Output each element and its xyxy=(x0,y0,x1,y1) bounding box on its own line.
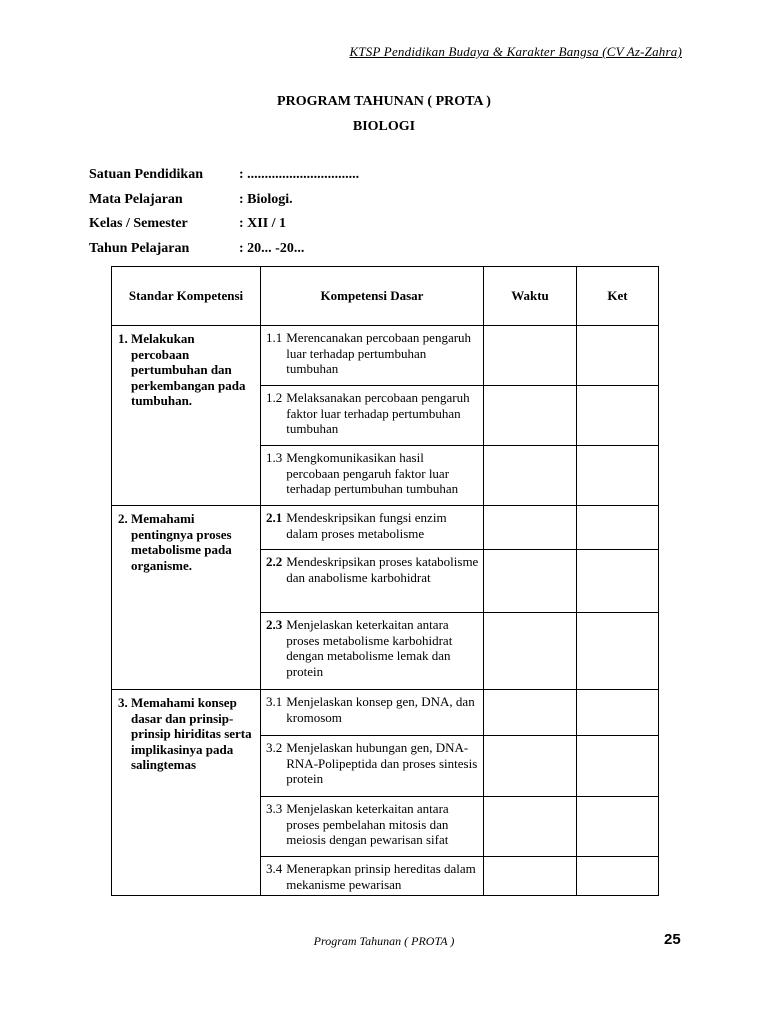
document-header: KTSP Pendidikan Budaya & Karakter Bangsa (CV Az-Zahra) xyxy=(349,44,682,59)
waktu-cell xyxy=(484,613,577,690)
kompetensi-dasar-cell xyxy=(261,386,484,446)
column-header-ket: Ket xyxy=(577,267,659,326)
info-label: Mata Pelajaran xyxy=(89,191,183,207)
ket-cell xyxy=(577,690,659,736)
column-header-waktu: Waktu xyxy=(484,267,577,326)
ket-cell xyxy=(577,506,659,550)
waktu-cell xyxy=(484,326,577,386)
prota-table xyxy=(111,266,659,896)
kompetensi-dasar-cell xyxy=(261,326,484,386)
standar-kompetensi-text: 1. Melakukan percobaan pertumbuhan dan perkembangan pada tumbuhan. xyxy=(118,331,246,409)
kompetensi-dasar-cell xyxy=(261,857,484,896)
waktu-cell xyxy=(484,736,577,797)
table-header-row xyxy=(112,267,659,326)
column-header-standar: Standar Kompetensi xyxy=(112,267,261,326)
kd-number: 1.3 xyxy=(266,450,283,465)
info-block xyxy=(89,167,359,265)
ket-cell xyxy=(577,797,659,857)
ket-cell xyxy=(577,326,659,386)
standar-kompetensi-cell xyxy=(112,506,261,690)
table-row xyxy=(112,506,659,550)
ket-cell xyxy=(577,386,659,446)
kd-number: 2.3 xyxy=(266,617,283,632)
kompetensi-dasar-cell xyxy=(261,736,484,797)
ket-cell xyxy=(577,857,659,896)
kd-text: Mendeskripsikan proses katabolisme dan anabolisme karbohidrat xyxy=(286,554,479,585)
waktu-cell xyxy=(484,386,577,446)
kd-number: 1.2 xyxy=(266,390,283,405)
standar-kompetensi-cell xyxy=(112,690,261,896)
kd-text: Merencanakan percobaan pengaruh luar terhadap pertumbuhan tumbuhan xyxy=(286,330,472,377)
kd-number: 3.3 xyxy=(266,801,283,816)
kd-text: Melaksanakan percobaan pengaruh faktor luar terhadap pertumbuhan tumbuhan xyxy=(286,390,470,437)
standar-kompetensi-text: 3. Memahami konsep dasar dan prinsip-prinsip hiriditas serta implikasinya pada salingtemas xyxy=(118,695,252,773)
kompetensi-dasar-cell xyxy=(261,613,484,690)
kd-text: Menjelaskan keterkaitan antara proses pembelahan mitosis dan meiosis dengan pewarisan sifat xyxy=(286,801,449,848)
info-row xyxy=(89,192,359,217)
waktu-cell xyxy=(484,797,577,857)
info-row xyxy=(89,241,359,266)
kd-number: 2.1 xyxy=(266,510,283,525)
kompetensi-dasar-cell xyxy=(261,550,484,613)
kompetensi-dasar-cell xyxy=(261,797,484,857)
kd-number: 3.1 xyxy=(266,694,283,709)
kd-text: Menjelaskan keterkaitan antara proses metabolisme karbohidrat dengan metabolisme lemak dan protein xyxy=(286,617,453,679)
waktu-cell xyxy=(484,506,577,550)
kd-number: 3.2 xyxy=(266,740,283,755)
subject-title: BIOLOGI xyxy=(352,119,416,134)
kd-number: 2.2 xyxy=(266,554,283,569)
kd-number: 1.1 xyxy=(266,330,283,345)
page-number: 25 xyxy=(664,931,681,948)
waktu-cell xyxy=(484,550,577,613)
ket-cell xyxy=(577,613,659,690)
footer-caption: Program Tahunan ( PROTA ) xyxy=(313,934,455,948)
kd-text: Menerapkan prinsip hereditas dalam mekanisme pewarisan xyxy=(286,861,476,892)
standar-kompetensi-text: 2. Memahami pentingnya proses metabolisme pada organisme. xyxy=(118,511,232,573)
column-header-kompetensi: Kompetensi Dasar xyxy=(261,267,484,326)
waktu-cell xyxy=(484,690,577,736)
info-value: : ................................ xyxy=(239,167,360,182)
kd-text: Menjelaskan konsep gen, DNA, dan kromosom xyxy=(286,694,475,725)
kd-text: Mendeskripsikan fungsi enzim dalam proses metabolisme xyxy=(286,510,447,541)
kompetensi-dasar-cell xyxy=(261,690,484,736)
info-value: : Biologi. xyxy=(239,191,293,207)
info-value: : XII / 1 xyxy=(239,216,287,232)
table-row xyxy=(112,690,659,736)
ket-cell xyxy=(577,446,659,506)
info-row xyxy=(89,167,359,192)
table-row xyxy=(112,326,659,386)
kd-text: Menjelaskan hubungan gen, DNA-RNA-Polipeptida dan proses sintesis protein xyxy=(286,740,478,787)
info-row xyxy=(89,216,359,241)
waktu-cell xyxy=(484,857,577,896)
info-label: Kelas / Semester xyxy=(89,216,188,232)
info-label: Tahun Pelajaran xyxy=(89,240,190,256)
kd-number: 3.4 xyxy=(266,861,283,876)
info-value: : 20... -20... xyxy=(239,240,305,256)
standar-kompetensi-cell xyxy=(112,326,261,506)
kompetensi-dasar-cell xyxy=(261,506,484,550)
document-title: PROGRAM TAHUNAN ( PROTA ) xyxy=(277,94,491,109)
ket-cell xyxy=(577,736,659,797)
info-label: Satuan Pendidikan xyxy=(89,167,203,182)
kd-text: Mengkomunikasikan hasil percobaan pengaruh faktor luar terhadap pertumbuhan tumbuhan xyxy=(286,450,459,497)
ket-cell xyxy=(577,550,659,613)
kompetensi-dasar-cell xyxy=(261,446,484,506)
waktu-cell xyxy=(484,446,577,506)
